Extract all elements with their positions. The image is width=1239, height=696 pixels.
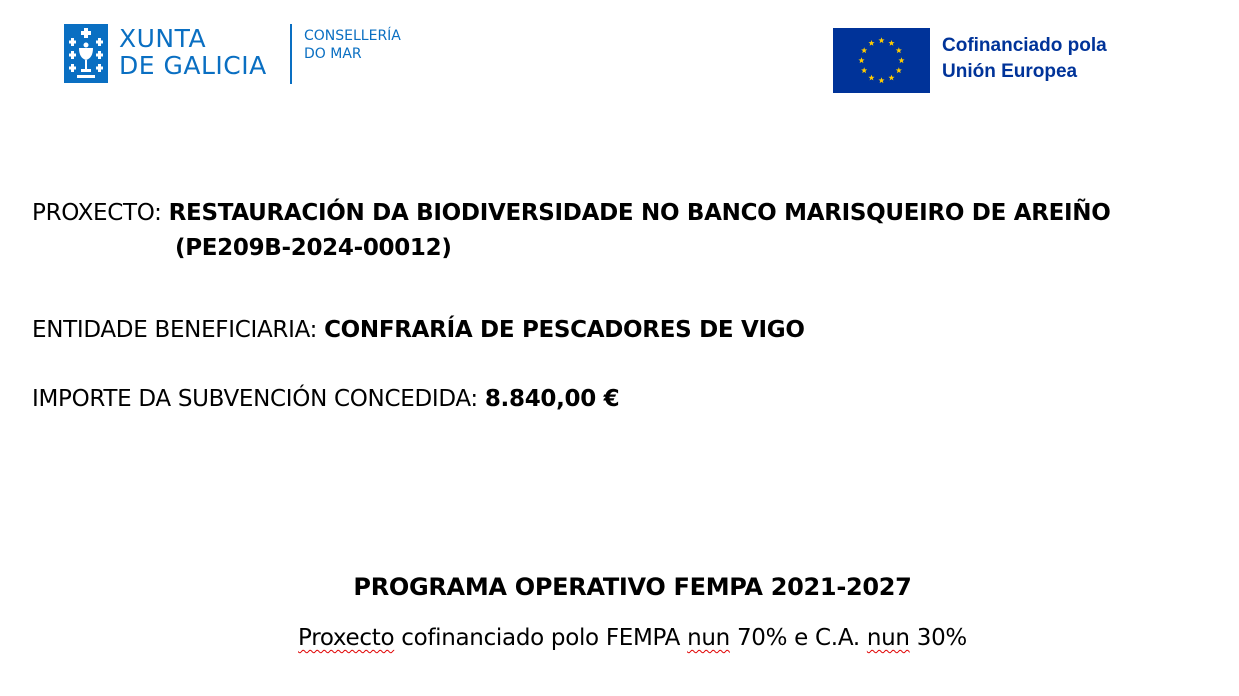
logo-divider xyxy=(290,24,292,84)
department-name xyxy=(304,27,401,63)
eu-cofinancing-text xyxy=(942,33,1107,85)
xunta-de-galicia-logo xyxy=(64,24,424,84)
grant-amount-value: 8.840,00 € xyxy=(484,386,620,412)
galicia-coat-of-arms-icon xyxy=(64,24,108,83)
department-line2: DO MAR xyxy=(304,46,362,62)
eu-flag-icon xyxy=(833,28,930,93)
project-title: RESTAURACIÓN DA BIODIVERSIDADE NO BANCO MARISQUEIRO DE AREIÑO xyxy=(168,200,1111,226)
note-word-proxecto: Proxecto xyxy=(298,625,395,651)
xunta-name-line1: XUNTA xyxy=(119,24,207,53)
note-text-2: 70% e C.A. xyxy=(729,625,867,651)
xunta-name-line2: DE GALICIA xyxy=(119,51,267,80)
project-code: (PE209B-2024-00012) xyxy=(175,235,452,261)
department-line1: CONSELLERÍA xyxy=(304,28,401,44)
eu-text-line2: Unión Europea xyxy=(942,61,1078,82)
grant-amount-label: IMPORTE DA SUBVENCIÓN CONCEDIDA: xyxy=(32,386,485,412)
note-word-nun-1: nun xyxy=(687,625,730,651)
project-label: PROXECTO: xyxy=(32,200,169,226)
grant-amount-line xyxy=(32,382,619,416)
eu-cofinancing-logo xyxy=(833,28,1153,94)
eu-text-line1: Cofinanciado pola xyxy=(942,35,1107,56)
note-text-3: 30% xyxy=(909,625,967,651)
note-word-nun-2: nun xyxy=(866,625,910,651)
note-text-1: cofinanciado polo FEMPA xyxy=(394,625,688,651)
beneficiary-label: ENTIDADE BENEFICIARIA: xyxy=(32,317,325,343)
beneficiary-value: CONFRARÍA DE PESCADORES DE VIGO xyxy=(324,317,805,343)
project-line xyxy=(32,196,1111,230)
beneficiary-line xyxy=(32,313,805,347)
cofinancing-note xyxy=(0,622,1239,654)
xunta-name xyxy=(119,25,267,79)
program-title: PROGRAMA OPERATIVO FEMPA 2021-2027 xyxy=(353,573,912,601)
